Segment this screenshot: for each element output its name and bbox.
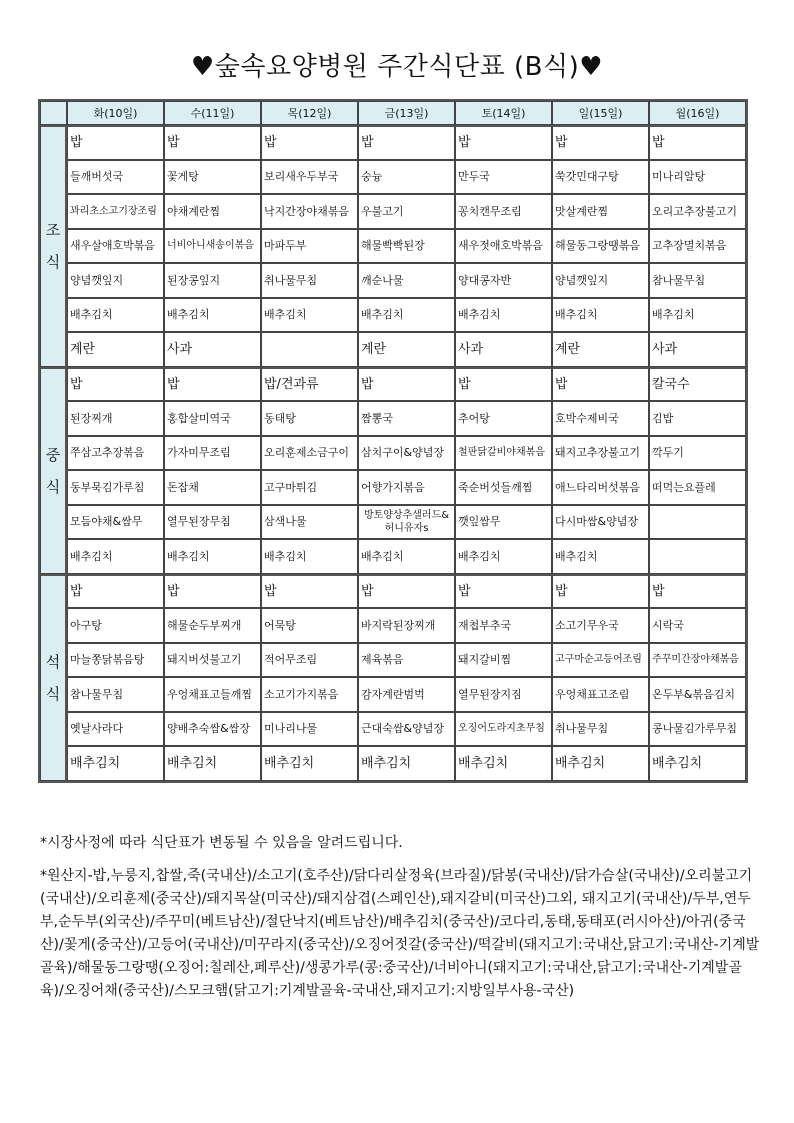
day-header: 토(14일) <box>455 101 552 125</box>
menu-cell: 김밥 <box>649 401 746 436</box>
menu-cell: 애느타리버섯볶음 <box>552 470 649 505</box>
menu-row <box>40 367 746 402</box>
menu-row <box>40 263 746 298</box>
menu-cell: 근대숙쌈&양념장 <box>358 712 455 747</box>
menu-cell: 들깨버섯국 <box>67 160 164 195</box>
menu-cell: 밥 <box>67 367 164 402</box>
menu-cell: 삼치구이&양념장 <box>358 436 455 471</box>
menu-cell: 꽃게탕 <box>164 160 261 195</box>
menu-cell: 배추김치 <box>455 746 552 781</box>
menu-cell: 배추김치 <box>649 746 746 781</box>
menu-cell: 호박수제비국 <box>552 401 649 436</box>
menu-cell: 배추김치 <box>358 298 455 333</box>
menu-cell: 배추김치 <box>67 298 164 333</box>
menu-cell: 배추김치 <box>358 539 455 574</box>
menu-cell: 적어무조림 <box>261 643 358 678</box>
menu-cell: 방토양상추샐러드&허니유자s <box>358 505 455 540</box>
notice-text: *시장사정에 따라 식단표가 변동될 수 있음을 알려드립니다. <box>40 835 403 851</box>
menu-cell: 깨순나물 <box>358 263 455 298</box>
page-title: ♥숲속요양병원 주간식단표 (B식)♥ <box>190 52 604 82</box>
menu-cell: 사과 <box>649 332 746 367</box>
menu-cell: 깍두기 <box>649 436 746 471</box>
menu-cell: 소고기무우국 <box>552 608 649 643</box>
menu-cell: 밥 <box>358 367 455 402</box>
day-header: 월(16일) <box>649 101 746 125</box>
menu-cell: 다시마쌈&양념장 <box>552 505 649 540</box>
menu-cell: 양념깻잎지 <box>67 263 164 298</box>
menu-row <box>40 712 746 747</box>
menu-cell: 고구마순고등어조림 <box>552 643 649 678</box>
menu-cell: 떠먹는요플레 <box>649 470 746 505</box>
menu-cell: 아구탕 <box>67 608 164 643</box>
menu-cell: 계란 <box>358 332 455 367</box>
menu-cell: 옛날사라다 <box>67 712 164 747</box>
menu-cell: 짬뽕국 <box>358 401 455 436</box>
menu-cell: 맛살계란찜 <box>552 194 649 229</box>
menu-cell: 칼국수 <box>649 367 746 402</box>
menu-cell: 밥 <box>67 574 164 609</box>
menu-cell <box>649 505 746 540</box>
menu-cell: 해물동그랑땡볶음 <box>552 229 649 264</box>
menu-row <box>40 608 746 643</box>
weekly-menu-table <box>38 99 748 783</box>
menu-cell: 배추김치 <box>261 746 358 781</box>
menu-row <box>40 643 746 678</box>
notes <box>40 832 760 1013</box>
menu-cell: 밥/견과류 <box>261 367 358 402</box>
menu-row <box>40 332 746 367</box>
menu-cell: 밥 <box>261 574 358 609</box>
menu-cell: 모듬야채&쌈무 <box>67 505 164 540</box>
menu-cell <box>261 332 358 367</box>
menu-cell: 열무된장지짐 <box>455 677 552 712</box>
menu-cell: 배추김치 <box>164 746 261 781</box>
menu-cell: 어묵탕 <box>261 608 358 643</box>
menu-cell: 쑥갓민대구탕 <box>552 160 649 195</box>
menu-cell: 어향가지볶음 <box>358 470 455 505</box>
menu-cell: 철판닭갈비야채볶음 <box>455 436 552 471</box>
menu-cell: 만두국 <box>455 160 552 195</box>
menu-cell: 돼지갈비찜 <box>455 643 552 678</box>
menu-cell: 우엉채표고들깨찜 <box>164 677 261 712</box>
menu-cell: 우엉채표고조림 <box>552 677 649 712</box>
menu-cell: 배추김치 <box>455 298 552 333</box>
menu-row <box>40 677 746 712</box>
menu-cell: 마늘쫑닭볶음탕 <box>67 643 164 678</box>
menu-cell: 밥 <box>649 574 746 609</box>
menu-cell: 너비아니새송이볶음 <box>164 229 261 264</box>
menu-cell: 추어탕 <box>455 401 552 436</box>
menu-cell: 밥 <box>455 125 552 160</box>
menu-cell: 보리새우두부국 <box>261 160 358 195</box>
menu-cell: 배추김치 <box>164 539 261 574</box>
menu-cell: 죽순버섯들깨찜 <box>455 470 552 505</box>
menu-cell: 바지락된장찌개 <box>358 608 455 643</box>
menu-cell: 해물빡빡된장 <box>358 229 455 264</box>
menu-cell: 배추김치 <box>552 298 649 333</box>
menu-cell: 배추김치 <box>358 746 455 781</box>
menu-cell: 꽁치캔무조림 <box>455 194 552 229</box>
menu-cell: 새우살애호박볶음 <box>67 229 164 264</box>
menu-cell: 참나물무침 <box>67 677 164 712</box>
menu-cell: 계란 <box>552 332 649 367</box>
menu-cell: 돈잡채 <box>164 470 261 505</box>
day-header: 화(10일) <box>67 101 164 125</box>
menu-row <box>40 505 746 540</box>
menu-cell: 밥 <box>552 367 649 402</box>
menu-cell: 마파두부 <box>261 229 358 264</box>
meal-label: 조 식 <box>40 125 67 367</box>
menu-cell: 열무된장무침 <box>164 505 261 540</box>
menu-cell: 된장콩잎지 <box>164 263 261 298</box>
menu-row <box>40 125 746 160</box>
menu-cell: 홍합살미역국 <box>164 401 261 436</box>
menu-cell: 동태탕 <box>261 401 358 436</box>
menu-row <box>40 746 746 781</box>
menu-cell: 돼지버섯불고기 <box>164 643 261 678</box>
menu-cell: 된장찌개 <box>67 401 164 436</box>
menu-cell: 고추장멸치볶음 <box>649 229 746 264</box>
menu-cell: 배추김치 <box>67 746 164 781</box>
menu-cell: 양대콩자반 <box>455 263 552 298</box>
menu-row <box>40 539 746 574</box>
menu-cell: 오리훈제소금구이 <box>261 436 358 471</box>
menu-cell: 미나리나물 <box>261 712 358 747</box>
day-header: 목(12일) <box>261 101 358 125</box>
menu-cell: 참나물무침 <box>649 263 746 298</box>
menu-cell: 감자계란범벅 <box>358 677 455 712</box>
menu-cell: 재첩부추국 <box>455 608 552 643</box>
menu-cell: 고구마튀김 <box>261 470 358 505</box>
menu-row <box>40 436 746 471</box>
menu-cell: 밥 <box>164 125 261 160</box>
menu-cell: 주꾸미간장야채볶음 <box>649 643 746 678</box>
menu-cell: 취나물무침 <box>261 263 358 298</box>
menu-cell: 돼지고추장불고기 <box>552 436 649 471</box>
menu-row <box>40 470 746 505</box>
day-header: 수(11일) <box>164 101 261 125</box>
menu-cell: 밥 <box>358 125 455 160</box>
menu-cell: 제육볶음 <box>358 643 455 678</box>
menu-cell: 배추김치 <box>552 539 649 574</box>
menu-cell: 사과 <box>455 332 552 367</box>
menu-cell: 소고기가지볶음 <box>261 677 358 712</box>
menu-cell: 오징어도라지초무침 <box>455 712 552 747</box>
menu-cell: 오리고추장불고기 <box>649 194 746 229</box>
menu-row <box>40 298 746 333</box>
menu-row <box>40 229 746 264</box>
menu-cell: 배추김치 <box>649 298 746 333</box>
menu-cell: 배추김치 <box>164 298 261 333</box>
menu-cell: 밥 <box>358 574 455 609</box>
menu-cell: 쭈삼고추장볶음 <box>67 436 164 471</box>
day-header: 일(15일) <box>552 101 649 125</box>
menu-cell: 밥 <box>164 574 261 609</box>
menu-cell: 숭늉 <box>358 160 455 195</box>
menu-cell: 배추김치 <box>261 539 358 574</box>
menu-cell: 밥 <box>455 367 552 402</box>
day-header: 금(13일) <box>358 101 455 125</box>
menu-cell: 콩나물김가루무침 <box>649 712 746 747</box>
menu-cell: 밥 <box>552 125 649 160</box>
menu-cell: 취나물무침 <box>552 712 649 747</box>
menu-cell: 배추김치 <box>67 539 164 574</box>
menu-cell: 새우젓애호박볶음 <box>455 229 552 264</box>
menu-cell: 사과 <box>164 332 261 367</box>
menu-cell: 배추김치 <box>261 298 358 333</box>
menu-cell: 가자미무조림 <box>164 436 261 471</box>
menu-cell: 미나리알탕 <box>649 160 746 195</box>
menu-cell: 밥 <box>649 125 746 160</box>
menu-cell: 온두부&볶음김치 <box>649 677 746 712</box>
day-header-row <box>40 101 746 125</box>
menu-cell: 야채계란찜 <box>164 194 261 229</box>
menu-cell: 계란 <box>67 332 164 367</box>
menu-cell: 배추김치 <box>455 539 552 574</box>
menu-cell: 우불고기 <box>358 194 455 229</box>
menu-cell: 낙지간장야채볶음 <box>261 194 358 229</box>
origin-text: *원산지-밥,누룽지,찹쌀,죽(국내산)/소고기(호주산)/닭다리살정육(브라질)/닭봉(국내산)/닭가슴살(국내산)/오리불고기(국내산)/오리훈제(중국산)/돼지목살(미국산)/돼지삼겹(스페인산),돼지갈비(미국산)그외, 돼지고기(국내산)/두부,연두부,순두부(외국산)/주꾸미(베트남산)/절단낙지(베트남산)/배추김치(중국산)/코다리,동태,동태포(러시아산)/아귀(중국산)/꽃게(중국산)/고등어(국내산)/미꾸라지(중국산)/오징어젓갈(중국산)/떡갈비(돼지고기:국내산,닭고기:국내산-기계발골육)/해물동그랑땡(오징어:칠레산,페루산)/생콩가루(콩:중국산)/너비아니(돼지고기:국내산,닭고기:국내산-기계발골육)/오징어채(중국산)/스모크햄(닭고기:기계발골육-국내산,돼지고기:지방일부사용-국산) <box>40 868 760 999</box>
menu-cell: 동부묵김가루침 <box>67 470 164 505</box>
menu-row <box>40 194 746 229</box>
menu-cell: 밥 <box>164 367 261 402</box>
meal-label: 중 식 <box>40 367 67 574</box>
header-corner <box>40 101 67 125</box>
meal-label: 석 식 <box>40 574 67 781</box>
menu-cell: 양념깻잎지 <box>552 263 649 298</box>
menu-cell: 밥 <box>552 574 649 609</box>
menu-cell: 양배추숙쌈&쌈장 <box>164 712 261 747</box>
menu-row <box>40 574 746 609</box>
menu-cell: 시락국 <box>649 608 746 643</box>
menu-cell: 꽈리초소고기장조림 <box>67 194 164 229</box>
menu-cell <box>649 539 746 574</box>
menu-cell: 밥 <box>261 125 358 160</box>
menu-cell: 밥 <box>67 125 164 160</box>
menu-cell: 삼색나물 <box>261 505 358 540</box>
menu-cell: 배추김치 <box>552 746 649 781</box>
menu-cell: 밥 <box>455 574 552 609</box>
menu-row <box>40 401 746 436</box>
menu-row <box>40 160 746 195</box>
menu-cell: 깻잎쌈무 <box>455 505 552 540</box>
menu-cell: 해물순두부찌개 <box>164 608 261 643</box>
